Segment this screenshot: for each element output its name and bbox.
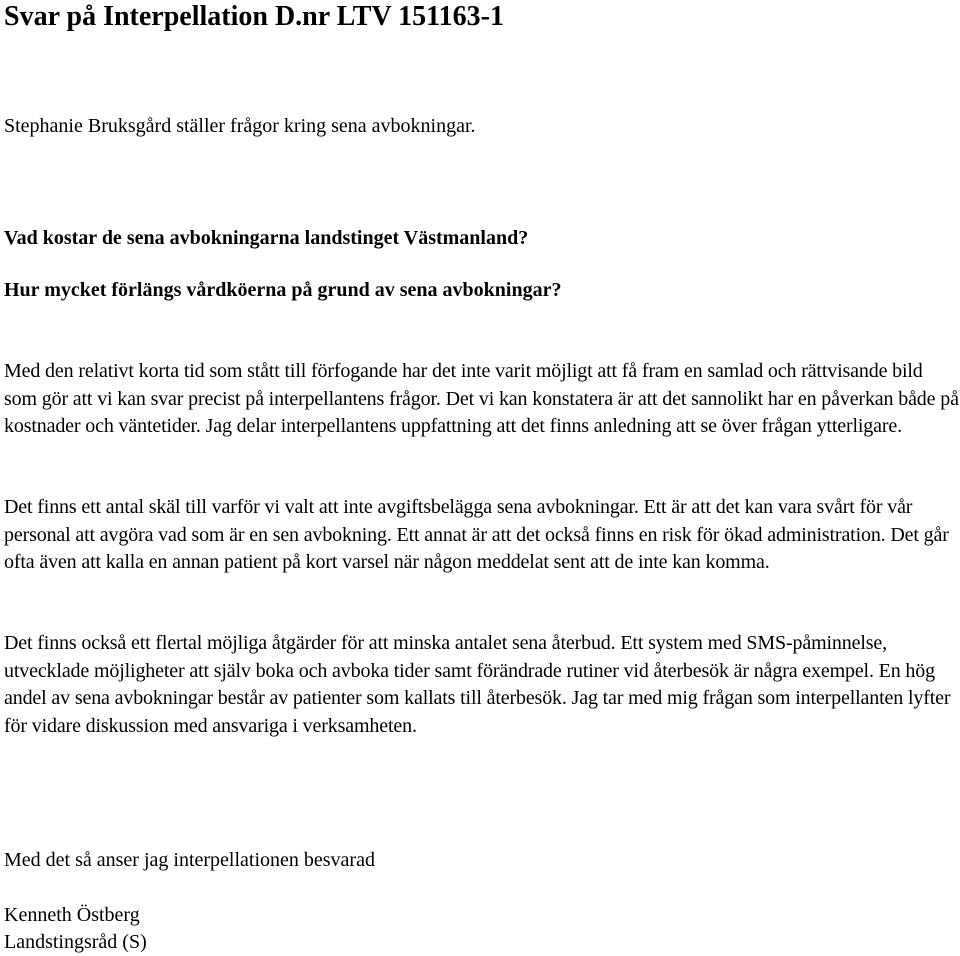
signature-role: Landstingsråd (S) bbox=[4, 931, 147, 953]
question-2: Hur mycket förlängs vårdköerna på grund av sena avbokningar? bbox=[4, 279, 562, 301]
signature-name: Kenneth Östberg bbox=[4, 904, 140, 926]
answer-paragraph-1: Med den relativt korta tid som stått till förfogande har det inte varit möjligt att få fram en samlad och rättvisande bild som gör att vi kan svar precist på interpellantens frågor. Det vi kan konstatera är att det sannolikt har en påverkan både på kostnader och väntetider. Jag delar interpellantens uppfattning att det finns anledning att se över frågan ytterligare. bbox=[4, 360, 959, 437]
closing-statement: Med det så anser jag interpellationen besvarad bbox=[4, 849, 375, 871]
answer-paragraph-3: Det finns också ett flertal möjliga åtgärder för att minska antalet sena återbud. Ett system med SMS-påminnelse, utvecklade möjligheter att själv boka och avboka tider samt förändrade rutiner vid återbesök är några exempel. En hög andel av sena avbokningar består av patienter som kallats till återbesök. Jag tar med mig frågan som interpellanten lyfter för vidare diskussion med ansvariga i verksamheten. bbox=[4, 632, 951, 737]
document-title: Svar på Interpellation D.nr LTV 151163-1 bbox=[4, 1, 504, 32]
question-1: Vad kostar de sena avbokningarna landstinget Västmanland? bbox=[4, 227, 529, 249]
answer-paragraph-2: Det finns ett antal skäl till varför vi valt att inte avgiftsbelägga sena avbokningar. Ett är att det kan vara svårt för vår personal att avgöra vad som är en sen avbokning. Ett annat är att det också finns en risk för ökad administration. Det går ofta även att kalla en annan patient på kort varsel när någon meddelat sent att de inte kan komma. bbox=[4, 496, 949, 573]
intro-text: Stephanie Bruksgård ställer frågor kring sena avbokningar. bbox=[4, 115, 476, 137]
